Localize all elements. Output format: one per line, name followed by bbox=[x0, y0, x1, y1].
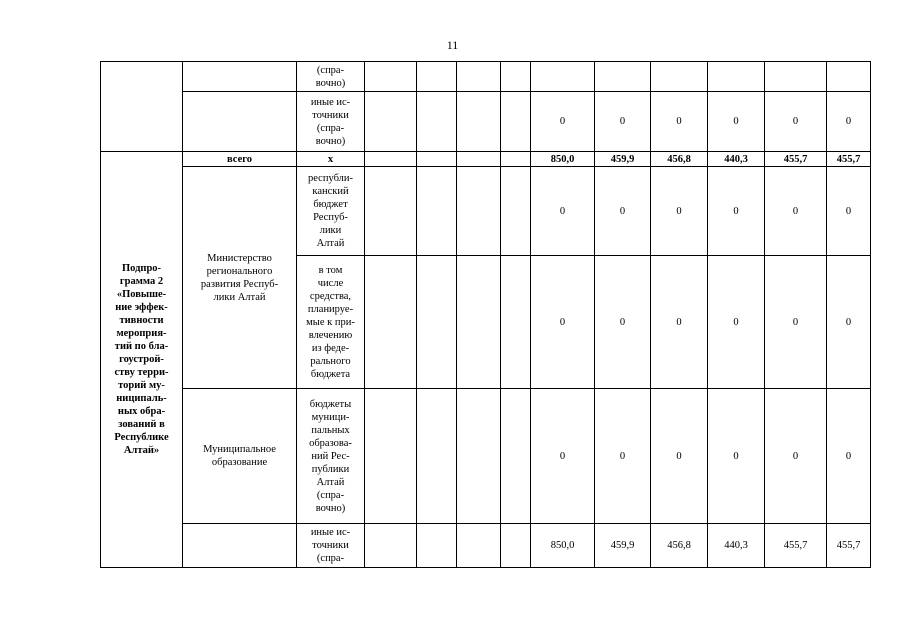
value-cell: 440,3 bbox=[708, 524, 765, 568]
value-cell: 455,7 bbox=[827, 152, 871, 167]
value-cell: 459,9 bbox=[595, 524, 651, 568]
value-cell: 0 bbox=[531, 256, 595, 389]
value-cell: 0 bbox=[595, 256, 651, 389]
value-cell: 455,7 bbox=[765, 152, 827, 167]
table-row bbox=[101, 524, 871, 568]
code-cell bbox=[457, 256, 501, 389]
value-cell: 0 bbox=[651, 389, 708, 524]
value-cell: 0 bbox=[765, 256, 827, 389]
source-cell: иные ис- точники (спра- bbox=[297, 524, 365, 568]
code-cell bbox=[501, 152, 531, 167]
value-cell: 0 bbox=[708, 92, 765, 152]
value-cell: 0 bbox=[708, 389, 765, 524]
source-cell: иные ис- точники (спра- вочно) bbox=[297, 92, 365, 152]
org-municipal-cell: Муниципальное образование bbox=[183, 389, 297, 524]
code-cell bbox=[365, 167, 417, 256]
org-ministry-cell: Министерство регионального развития Респуб- лики Алтай bbox=[183, 167, 297, 389]
code-cell bbox=[457, 62, 501, 92]
source-cell: в том числе средства, планируе- мые к при- влечению из феде- рального бюджета bbox=[297, 256, 365, 389]
value-cell bbox=[708, 62, 765, 92]
table-row-total bbox=[101, 152, 871, 167]
value-cell: 0 bbox=[595, 92, 651, 152]
value-cell: 455,7 bbox=[827, 524, 871, 568]
code-cell bbox=[501, 62, 531, 92]
budget-table bbox=[100, 61, 871, 568]
org-cell bbox=[183, 62, 297, 92]
code-cell bbox=[365, 524, 417, 568]
value-cell: 0 bbox=[531, 389, 595, 524]
value-cell: 459,9 bbox=[595, 152, 651, 167]
code-cell bbox=[457, 524, 501, 568]
value-cell: 440,3 bbox=[708, 152, 765, 167]
value-cell: 0 bbox=[827, 389, 871, 524]
value-cell: 0 bbox=[595, 167, 651, 256]
code-cell bbox=[365, 92, 417, 152]
code-cell bbox=[417, 62, 457, 92]
page-number: 11 bbox=[446, 38, 459, 52]
code-cell bbox=[417, 256, 457, 389]
code-cell bbox=[457, 152, 501, 167]
table-row bbox=[101, 62, 871, 92]
program-cell-empty bbox=[101, 62, 183, 152]
org-cell bbox=[183, 92, 297, 152]
code-cell bbox=[417, 167, 457, 256]
program-name-cell: Подпро- грамма 2 «Повыше- ние эффек- тивности мероприя- тий по бла- гоустрой- ству терри- торий му- ниципаль- ных обра- зований в Республике Алтай» bbox=[101, 152, 183, 568]
code-cell bbox=[457, 389, 501, 524]
value-cell: 0 bbox=[708, 167, 765, 256]
value-cell: 0 bbox=[595, 389, 651, 524]
code-cell bbox=[417, 92, 457, 152]
value-cell bbox=[595, 62, 651, 92]
value-cell bbox=[651, 62, 708, 92]
code-cell bbox=[417, 524, 457, 568]
org-cell bbox=[183, 524, 297, 568]
code-cell bbox=[501, 167, 531, 256]
value-cell: 455,7 bbox=[765, 524, 827, 568]
value-cell: 0 bbox=[765, 92, 827, 152]
value-cell: 456,8 bbox=[651, 152, 708, 167]
value-cell: 0 bbox=[765, 167, 827, 256]
code-cell bbox=[365, 152, 417, 167]
value-cell: 0 bbox=[651, 256, 708, 389]
code-cell bbox=[501, 92, 531, 152]
value-cell: 0 bbox=[827, 256, 871, 389]
table-row bbox=[101, 92, 871, 152]
code-cell bbox=[417, 389, 457, 524]
code-cell bbox=[365, 62, 417, 92]
code-cell bbox=[365, 389, 417, 524]
value-cell: 0 bbox=[531, 167, 595, 256]
value-cell: 0 bbox=[651, 167, 708, 256]
code-cell bbox=[501, 524, 531, 568]
code-cell bbox=[457, 92, 501, 152]
value-cell: 0 bbox=[827, 92, 871, 152]
code-cell bbox=[365, 256, 417, 389]
source-cell: (спра- вочно) bbox=[297, 62, 365, 92]
source-cell: бюджеты муници- пальных образова- ний Рес- публики Алтай (спра- вочно) bbox=[297, 389, 365, 524]
value-cell: 456,8 bbox=[651, 524, 708, 568]
code-cell bbox=[457, 167, 501, 256]
source-cell: республи- канский бюджет Респуб- лики Алтай bbox=[297, 167, 365, 256]
value-cell bbox=[765, 62, 827, 92]
code-cell bbox=[501, 389, 531, 524]
value-cell: 0 bbox=[531, 92, 595, 152]
value-cell: 0 bbox=[765, 389, 827, 524]
source-cell: х bbox=[297, 152, 365, 167]
value-cell: 850,0 bbox=[531, 152, 595, 167]
value-cell bbox=[827, 62, 871, 92]
table-row bbox=[101, 389, 871, 524]
value-cell: 850,0 bbox=[531, 524, 595, 568]
code-cell bbox=[501, 256, 531, 389]
value-cell bbox=[531, 62, 595, 92]
value-cell: 0 bbox=[651, 92, 708, 152]
value-cell: 0 bbox=[827, 167, 871, 256]
code-cell bbox=[417, 152, 457, 167]
org-cell: всего bbox=[183, 152, 297, 167]
table-row bbox=[101, 167, 871, 256]
value-cell: 0 bbox=[708, 256, 765, 389]
